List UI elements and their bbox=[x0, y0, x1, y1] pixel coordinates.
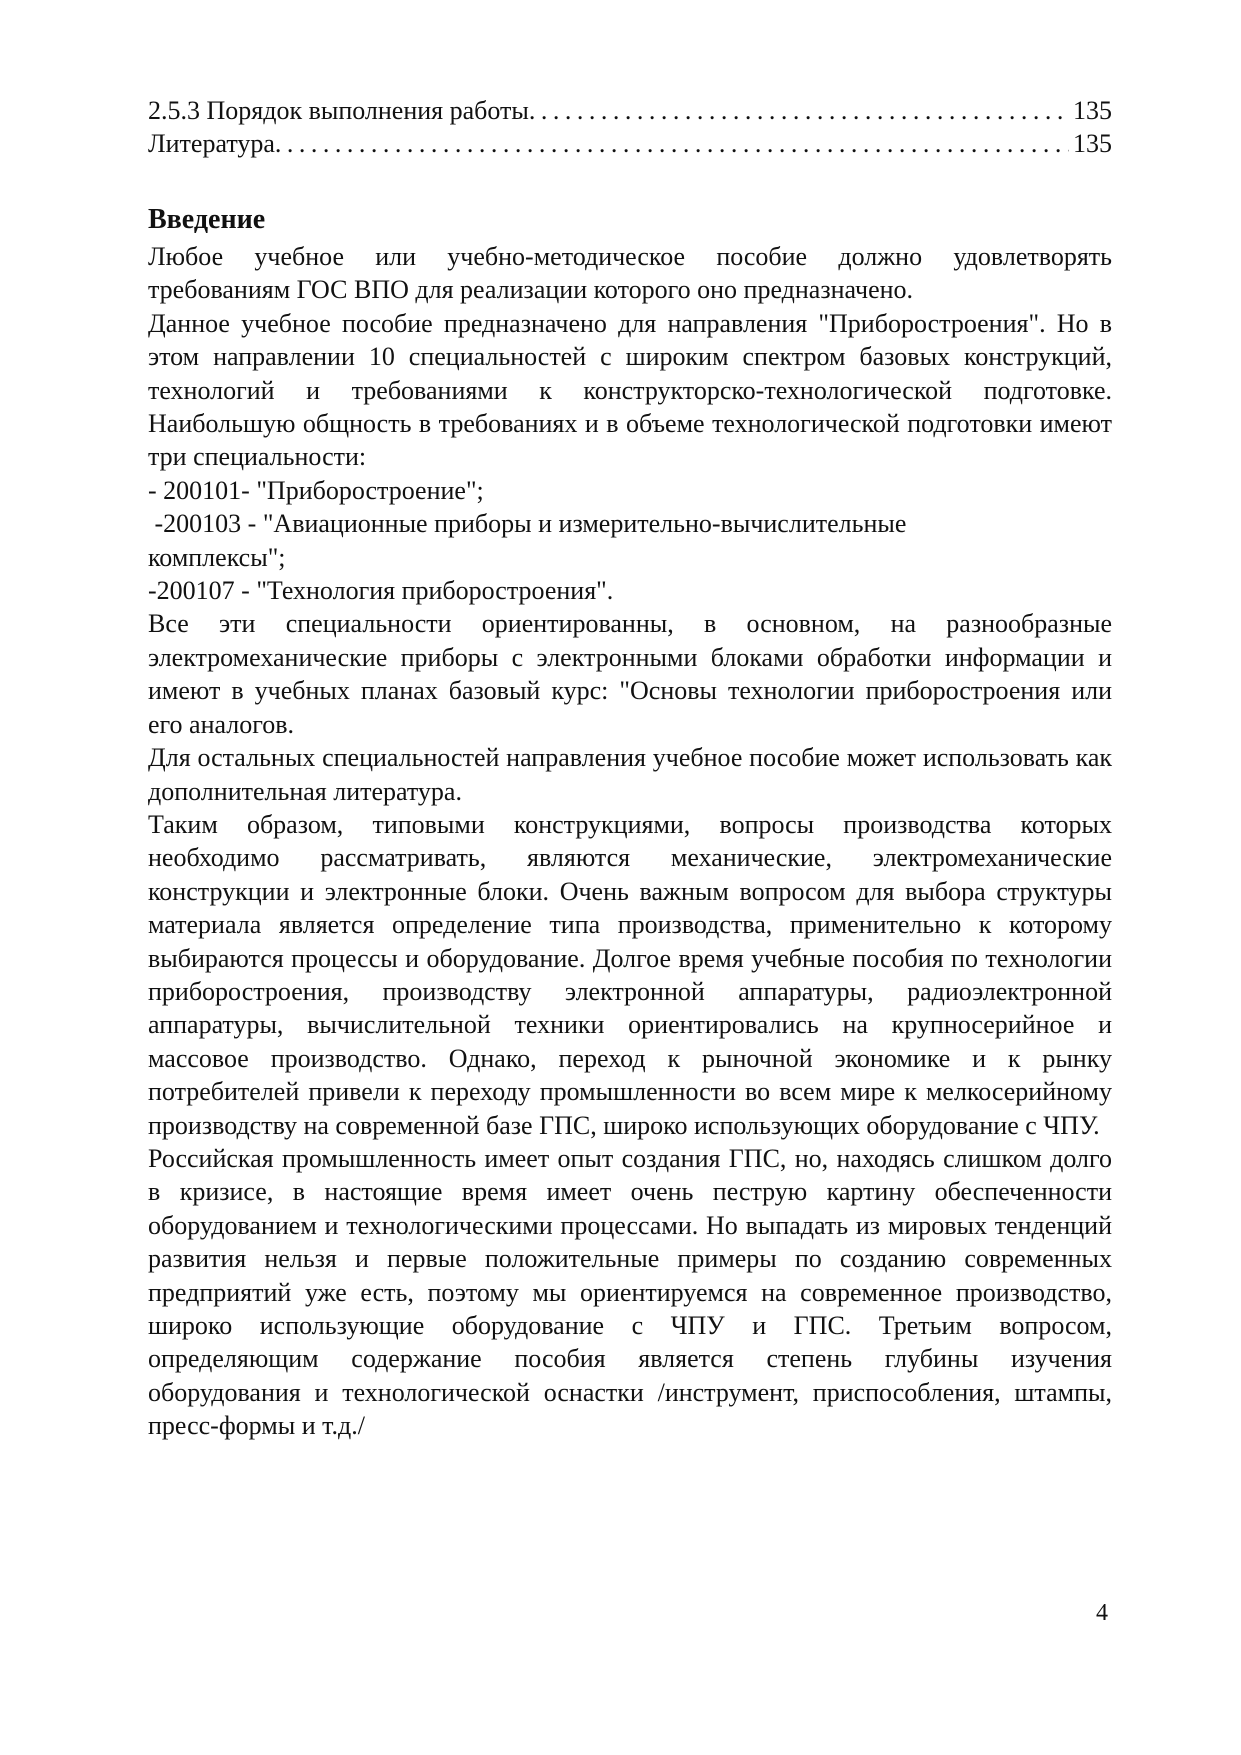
page-content bbox=[148, 94, 1112, 1443]
section-heading: Введение bbox=[148, 204, 266, 235]
toc-entry-title: 2.5.3 Порядок выполнения работы bbox=[148, 96, 529, 125]
table-of-contents bbox=[148, 94, 1112, 160]
toc-entry[interactable] bbox=[148, 127, 1112, 160]
toc-entry[interactable] bbox=[148, 94, 1112, 127]
paragraph: Все эти специальности ориентированны, в основном, на разнообразные электромеханические приборы с электронными блоками обработки информации и имеют в учебных планах базовый курс: "Основы технологии приборостроения или его аналогов. bbox=[148, 609, 1112, 739]
paragraph: Для остальных специальностей направления учебное пособие может использовать как дополнительная литература. bbox=[148, 743, 1112, 806]
toc-entry-page: 135 bbox=[1073, 96, 1112, 125]
paragraph: Любое учебное или учебно-методическое пособие должно удовлетворять требованиям ГОС ВПО для реализации которого оно предназначено. bbox=[148, 242, 1112, 305]
paragraph: Таким образом, типовыми конструкциями, вопросы производства которых необходимо рассматривать, являются механические, электромеханические конструкции и электронные блоки. Очень важным вопросом для выбора структуры материала является определение типа производства, применительно к которому выбираются процессы и оборудование. Долгое время учебные пособия по технологии приборостроения, производству электронной аппаратуры, радиоэлектронной аппаратуры, вычислительной техники ориентировались на крупносерийное и массовое производство. Однако, переход к рыночной экономике и к рынку потребителей привели к переходу промышленности во всем мире к мелкосерийному производству на современной базе ГПС, широко использующих оборудование с ЧПУ. bbox=[148, 809, 1112, 1140]
paragraph: Российская промышленность имеет опыт создания ГПС, но, находясь слишком долго в кризисе, в настоящие время имеет очень пеструю картину обеспеченности оборудованием и технологическими процессами. Но выпадать из мировых тенденций развития нельзя и первые положительные примеры по созданию современных предприятий уже есть, поэтому мы ориентируемся на современное производство, широко использующие оборудование с ЧПУ и ГПС. Третьим вопросом, определяющим содержание пособия является степень глубины изучения оборудования и технологической оснастки /инструмент, приспособления, штампы, пресс-формы и т.д./ bbox=[148, 1143, 1112, 1441]
list-item: -200103 - "Авиационные приборы и измерительно-вычислительные комплексы"; bbox=[148, 509, 913, 572]
section-body bbox=[148, 240, 1112, 1443]
paragraph: Данное учебное пособие предназначено для направления "Приборостроения". Но в этом направлении 10 специальностей с широким спектром базовых конструкций, технологий и требованиями к конструкторско-технологической подготовке. Наибольшую общность в требованиях и в объеме технологической подготовки имеют три специальности: bbox=[148, 308, 1112, 472]
list-item: -200107 - "Технология приборостроения". bbox=[148, 576, 614, 606]
toc-entry-title: Литература bbox=[148, 129, 275, 158]
list-item: - 200101- "Приборостроение"; bbox=[148, 475, 484, 505]
page-number: 4 bbox=[1096, 1600, 1108, 1626]
toc-entry-page: 135 bbox=[1073, 129, 1112, 158]
toc-leader-dots bbox=[529, 94, 1069, 127]
toc-leader-dots bbox=[275, 127, 1069, 160]
